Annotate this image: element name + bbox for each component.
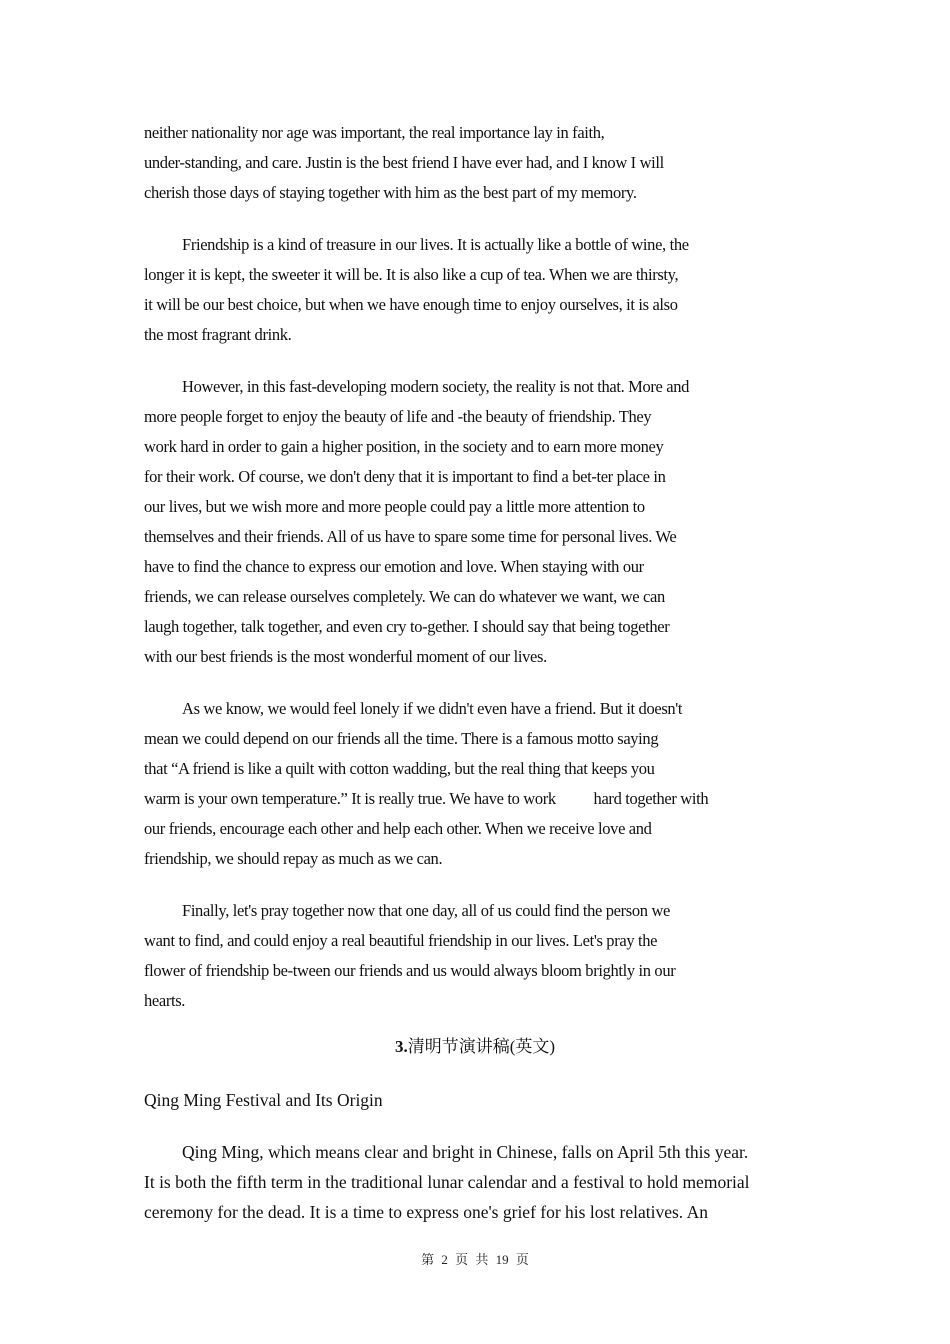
subheading: Qing Ming Festival and Its Origin — [144, 1090, 383, 1110]
text-line: work hard in order to gain a higher position, in the society and to earn more money — [144, 437, 664, 456]
section-number: 3. — [394, 1037, 408, 1056]
text-line: more people forget to enjoy the beauty of life and -the beauty of friendship. They — [144, 407, 652, 426]
text-line: It is both the fifth term in the traditional lunar calendar and a festival to hold memorial — [144, 1172, 750, 1192]
paragraph-pray — [144, 896, 675, 1016]
text-line: themselves and their friends. All of us have to spare some time for personal lives. We — [144, 527, 677, 546]
text-line: ceremony for the dead. It is a time to express one's grief for his lost relatives. An — [144, 1202, 708, 1222]
paragraph-treasure — [144, 230, 689, 350]
text-line: under-standing, and care. Justin is the best friend I have ever had, and I know I will — [144, 153, 664, 172]
text-line: However, in this fast-developing modern society, the reality is not that. More and — [182, 377, 690, 396]
text-line: Qing Ming, which means clear and bright in Chinese, falls on April 5th this year. — [182, 1142, 749, 1162]
text-line: the most fragrant drink. — [144, 325, 292, 344]
text-line: longer it is kept, the sweeter it will be. It is also like a cup of tea. When we are thirsty, — [144, 265, 679, 284]
text-line: As we know, we would feel lonely if we didn't even have a friend. But it doesn't — [182, 699, 683, 718]
text-line: it will be our best choice, but when we have enough time to enjoy ourselves, it is also — [144, 295, 678, 314]
text-line: have to find the chance to express our emotion and love. When staying with our — [144, 557, 644, 576]
text-line: mean we could depend on our friends all the time. There is a famous motto saying — [144, 729, 659, 748]
text-line: warm is your own temperature.” It is really true. We have to work hard together with — [144, 789, 709, 808]
text-line: with our best friends is the most wonderful moment of our lives. — [144, 647, 547, 666]
text-line: flower of friendship be-tween our friends and us would always bloom brightly in our — [144, 961, 676, 980]
text-line: hearts. — [144, 991, 186, 1010]
text-line: that “A friend is like a quilt with cotton wadding, but the real thing that keeps you — [144, 759, 655, 778]
section-title: 清明节演讲稿(英文) — [407, 1037, 556, 1056]
text-line: our lives, but we wish more and more people could pay a little more attention to — [144, 497, 645, 516]
text-line: for their work. Of course, we don't deny that it is important to find a bet-ter place in — [144, 467, 666, 486]
text-line: want to find, and could enjoy a real beautiful friendship in our lives. Let's pray the — [144, 931, 658, 950]
text-line: friendship, we should repay as much as we can. — [144, 849, 443, 868]
paragraph-qing-ming — [144, 1137, 750, 1227]
paragraph-lonely — [144, 694, 708, 874]
section-heading — [0, 1032, 950, 1062]
text-line: friends, we can release ourselves completely. We can do whatever we want, we can — [144, 587, 665, 606]
text-line: Friendship is a kind of treasure in our lives. It is actually like a bottle of wine, the — [182, 235, 689, 254]
text-line: laugh together, talk together, and even cry to-gether. I should say that being together — [144, 617, 670, 636]
text-line: cherish those days of staying together with him as the best part of my memory. — [144, 183, 637, 202]
text-line: neither nationality nor age was important, the real importance lay in faith, — [144, 123, 605, 142]
text-line: Finally, let's pray together now that one day, all of us could find the person we — [182, 901, 670, 920]
text-line: our friends, encourage each other and help each other. When we receive love and — [144, 819, 652, 838]
paragraph-justin — [144, 118, 664, 208]
paragraph-modern-society — [144, 372, 689, 672]
page-footer: 第 2 页 共 19 页 — [421, 1252, 529, 1267]
